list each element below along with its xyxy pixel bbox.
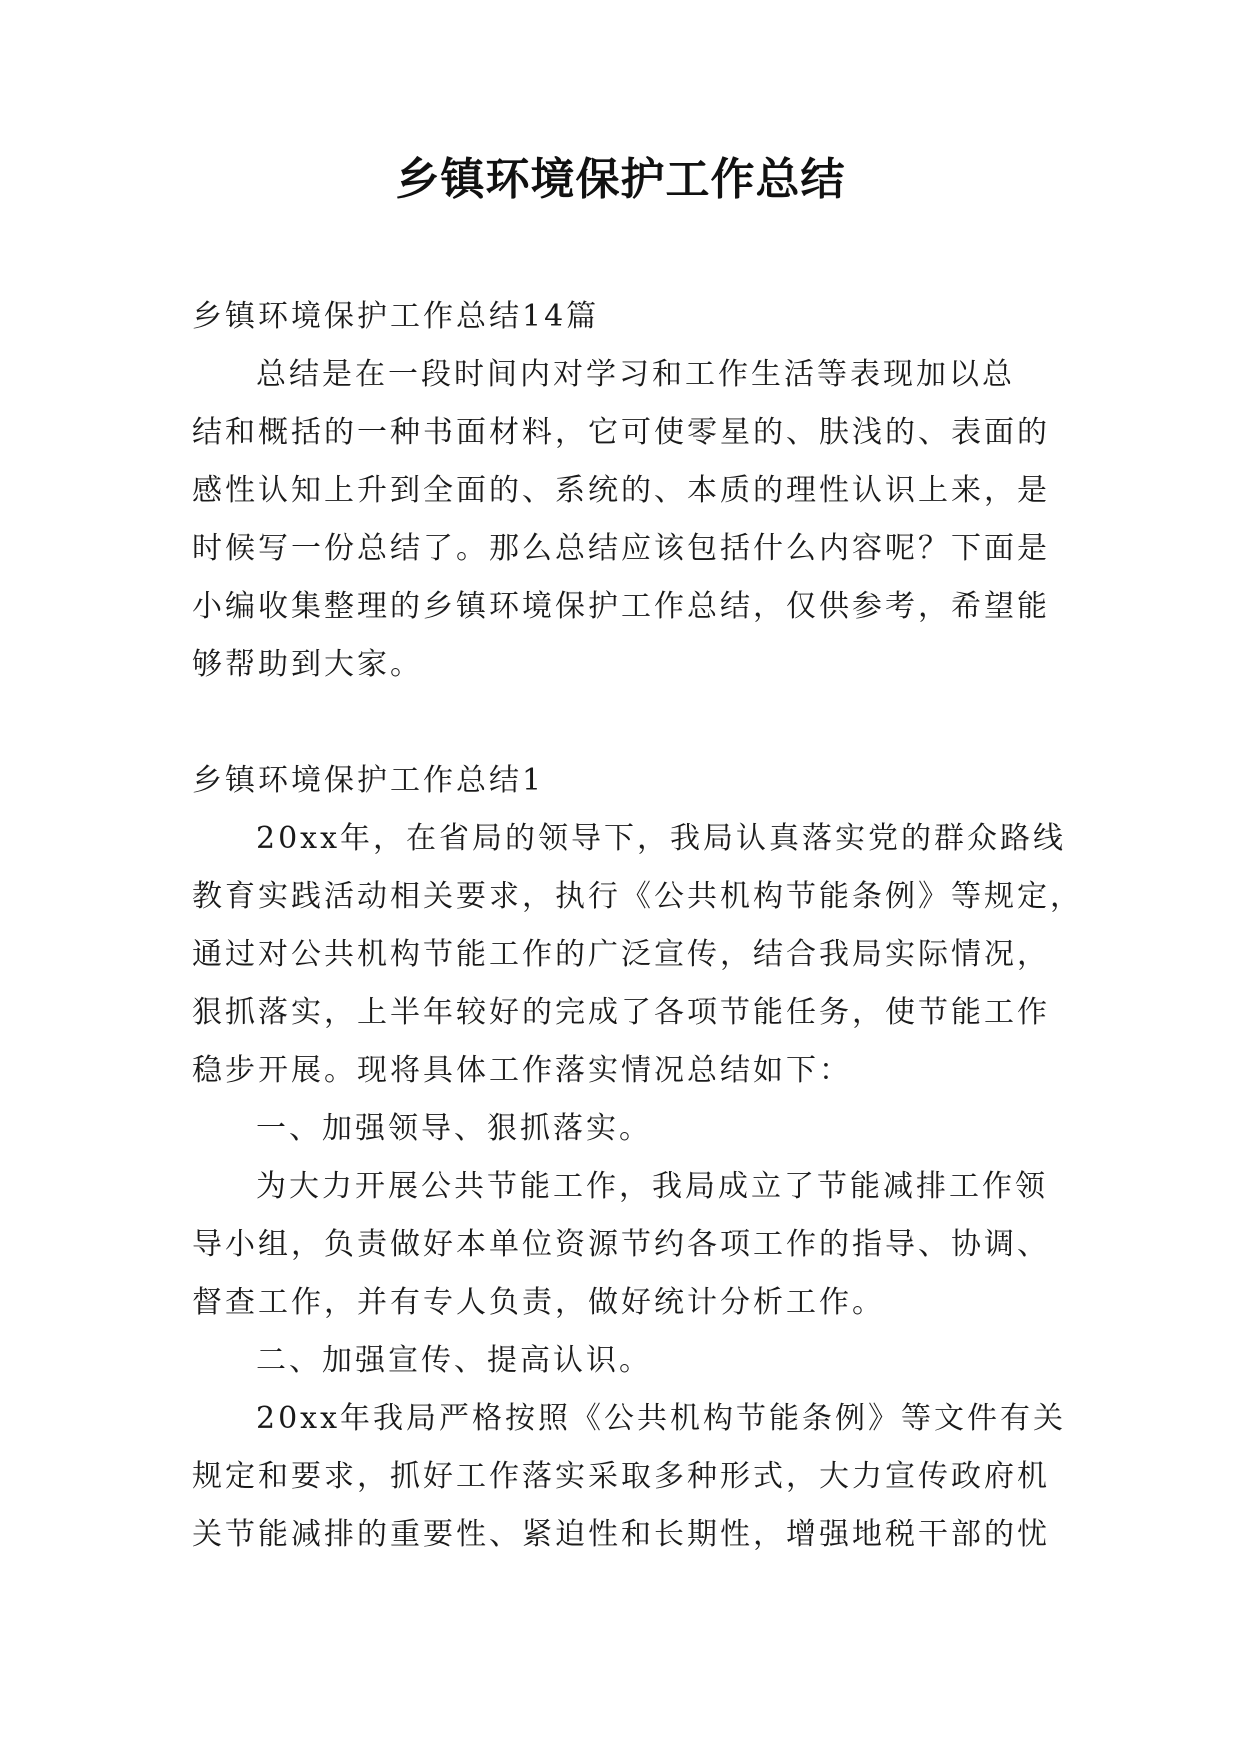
document-title: 乡镇环境保护工作总结	[395, 154, 846, 205]
section-paragraph-line: 督查工作，并有专人负责，做好统计分析工作。	[192, 1285, 885, 1320]
section-paragraph-line: 20xx年，在省局的领导下，我局认真落实党的群众路线	[256, 821, 1067, 856]
intro-paragraph-line: 小编收集整理的乡镇环境保护工作总结，仅供参考，希望能	[192, 589, 1050, 624]
intro-paragraph-line: 总结是在一段时间内对学习和工作生活等表现加以总	[256, 357, 1015, 392]
section-paragraph-line: 稳步开展。现将具体工作落实情况总结如下：	[192, 1053, 852, 1088]
intro-paragraph-line: 时候写一份总结了。那么总结应该包括什么内容呢？下面是	[192, 531, 1050, 566]
section-paragraph-line: 教育实践活动相关要求，执行《公共机构节能条例》等规定，	[192, 879, 1083, 914]
subtitle-line: 乡镇环境保护工作总结14篇	[192, 299, 600, 334]
intro-paragraph-line: 感性认知上升到全面的、系统的、本质的理性认识上来，是	[192, 473, 1050, 508]
section-paragraph-line: 导小组，负责做好本单位资源节约各项工作的指导、协调、	[192, 1227, 1050, 1262]
section-paragraph-line: 20xx年我局严格按照《公共机构节能条例》等文件有关	[256, 1401, 1067, 1436]
intro-paragraph-line: 够帮助到大家。	[192, 647, 423, 682]
subheading-line: 二、加强宣传、提高认识。	[256, 1343, 652, 1378]
subheading-line: 一、加强领导、狠抓落实。	[256, 1111, 652, 1146]
section-paragraph-line: 狠抓落实，上半年较好的完成了各项节能任务，使节能工作	[192, 995, 1050, 1030]
section-paragraph-line: 关节能减排的重要性、紧迫性和长期性，增强地税干部的忧	[192, 1517, 1050, 1552]
paragraph-spacer	[192, 694, 1062, 752]
section-paragraph-line: 规定和要求，抓好工作落实采取多种形式，大力宣传政府机	[192, 1459, 1050, 1494]
intro-paragraph-line: 结和概括的一种书面材料，它可使零星的、肤浅的、表面的	[192, 415, 1050, 450]
section-paragraph-line: 为大力开展公共节能工作，我局成立了节能减排工作领	[256, 1169, 1048, 1204]
section-paragraph-line: 通过对公共机构节能工作的广泛宣传，结合我局实际情况，	[192, 937, 1050, 972]
section-heading: 乡镇环境保护工作总结1	[192, 763, 545, 798]
document-body	[192, 288, 1083, 1564]
